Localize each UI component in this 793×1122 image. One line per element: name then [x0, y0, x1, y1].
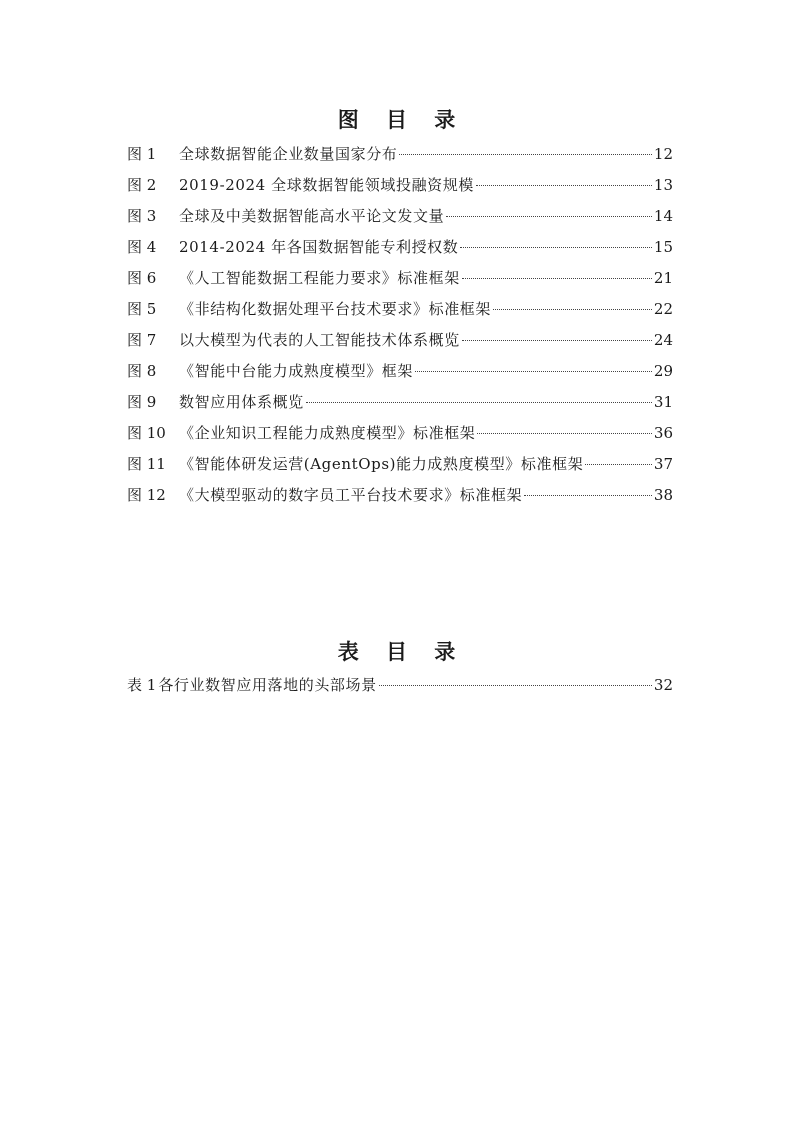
dot-leader	[399, 154, 652, 155]
entry-label: 图 5	[127, 300, 157, 318]
dot-leader	[476, 185, 652, 186]
entry-page-number: 29	[653, 362, 673, 380]
entry-title: 2019-2024 全球数据智能领域投融资规模	[179, 176, 474, 194]
entry-label: 图 6	[127, 269, 157, 287]
entry-page-number: 21	[653, 269, 673, 287]
dot-leader	[446, 216, 652, 217]
figure-toc-heading: 图 目 录	[337, 108, 466, 132]
entry-page-number: 36	[653, 424, 673, 442]
figure-toc-entry[interactable]	[127, 453, 673, 484]
entry-title: 《非结构化数据处理平台技术要求》标准框架	[179, 300, 492, 318]
entry-title: 以大模型为代表的人工智能技术体系概览	[179, 331, 460, 349]
figure-toc-entry[interactable]	[127, 174, 673, 205]
dot-leader	[462, 278, 652, 279]
dot-leader	[524, 495, 652, 496]
entry-page-number: 14	[653, 207, 673, 225]
dot-leader	[306, 402, 652, 403]
entry-label: 图 8	[127, 362, 157, 380]
entry-page-number: 31	[653, 393, 673, 411]
entry-title: 2014-2024 年各国数据智能专利授权数	[179, 238, 459, 256]
table-toc-heading: 表 目 录	[337, 640, 466, 664]
dot-leader	[493, 309, 652, 310]
entry-title: 数智应用体系概览	[179, 393, 304, 411]
entry-label: 图 3	[127, 207, 157, 225]
figure-toc-entry[interactable]	[127, 267, 673, 298]
entry-title: 全球数据智能企业数量国家分布	[179, 145, 398, 163]
figure-toc-entry[interactable]	[127, 422, 673, 453]
entry-page-number: 32	[653, 676, 673, 694]
entry-label: 表 1	[127, 676, 157, 694]
entry-page-number: 15	[653, 238, 673, 256]
entry-page-number: 38	[653, 486, 673, 504]
dot-leader	[585, 464, 652, 465]
figure-toc-entry[interactable]	[127, 205, 673, 236]
table-toc-list	[127, 674, 673, 705]
figure-toc-entry[interactable]	[127, 298, 673, 329]
entry-page-number: 37	[653, 455, 673, 473]
figure-toc-entry[interactable]	[127, 360, 673, 391]
table-toc-entry[interactable]	[127, 674, 673, 705]
entry-label: 图 1	[127, 145, 157, 163]
entry-title: 各行业数智应用落地的头部场景	[158, 676, 377, 694]
entry-page-number: 24	[653, 331, 673, 349]
figure-toc-entry[interactable]	[127, 391, 673, 422]
entry-label: 图 11	[127, 455, 166, 473]
figure-toc-entry[interactable]	[127, 484, 673, 515]
dot-leader	[477, 433, 652, 434]
figure-toc-entry[interactable]	[127, 329, 673, 360]
entry-title: 《大模型驱动的数字员工平台技术要求》标准框架	[179, 486, 523, 504]
dot-leader	[462, 340, 652, 341]
entry-title: 全球及中美数据智能高水平论文发文量	[179, 207, 445, 225]
dot-leader	[415, 371, 652, 372]
entry-label: 图 10	[127, 424, 166, 442]
entry-title: 《企业知识工程能力成熟度模型》标准框架	[179, 424, 476, 442]
entry-label: 图 7	[127, 331, 157, 349]
entry-page-number: 12	[653, 145, 673, 163]
entry-title: 《智能体研发运营(AgentOps)能力成熟度模型》标准框架	[179, 455, 584, 473]
figure-toc-entry[interactable]	[127, 143, 673, 174]
entry-title: 《智能中台能力成熟度模型》框架	[179, 362, 414, 380]
entry-label: 图 12	[127, 486, 166, 504]
figure-toc-list	[127, 143, 673, 515]
dot-leader	[460, 247, 652, 248]
entry-page-number: 22	[653, 300, 673, 318]
dot-leader	[379, 685, 652, 686]
figure-toc-entry[interactable]	[127, 236, 673, 267]
entry-page-number: 13	[653, 176, 673, 194]
entry-label: 图 4	[127, 238, 157, 256]
entry-label: 图 9	[127, 393, 157, 411]
entry-title: 《人工智能数据工程能力要求》标准框架	[179, 269, 460, 287]
entry-label: 图 2	[127, 176, 157, 194]
